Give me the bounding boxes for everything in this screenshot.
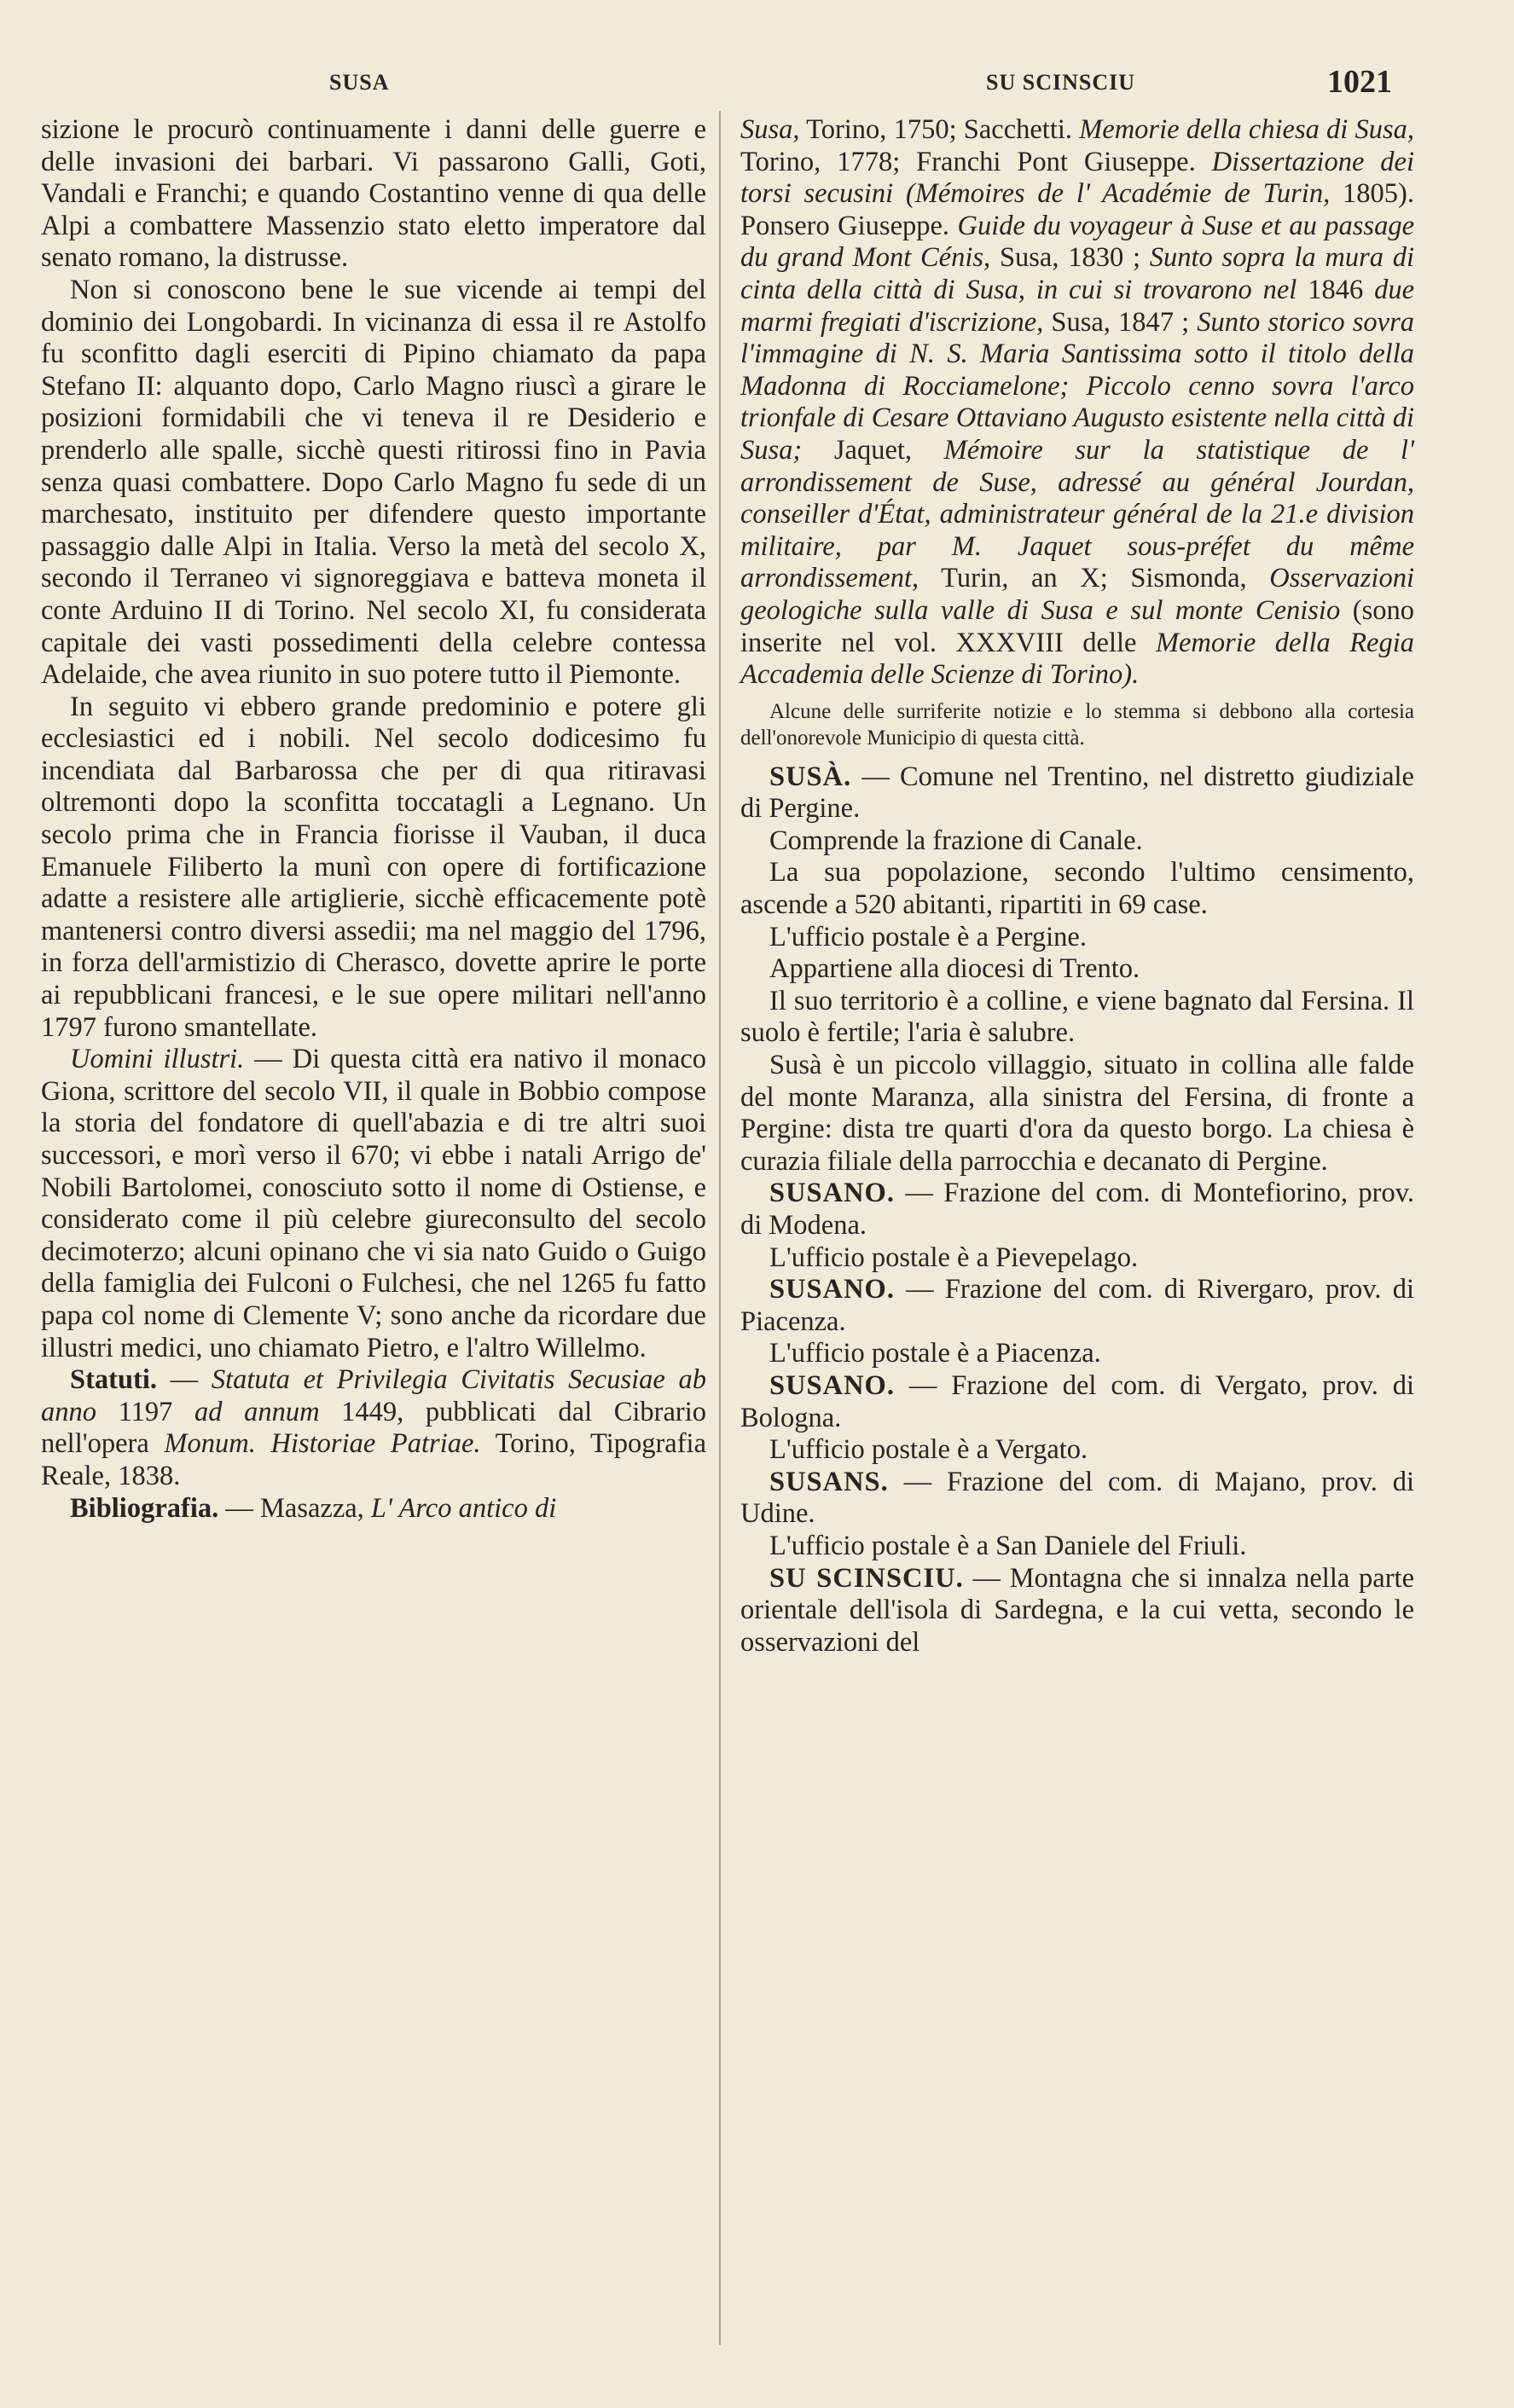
work-title: Mémoire sur la statistique de l' arrondissement de Suse, adressé au général Jourdan, conseiller d'État, administrateur général de la 21.e division militaire, par M. Jaquet sous-préfet du même arrondissement, <box>740 434 1415 594</box>
paragraph-statuti <box>41 1364 706 1492</box>
entry-text: — Montagna che si innalza nella parte orientale dell'isola di Sardegna, e la cui vetta, secondo le osservazioni del <box>740 1562 1414 1658</box>
bibliography-continued <box>740 114 1414 692</box>
work-title: due marmi fregiati d'iscrizione, <box>740 274 1414 338</box>
dash: — <box>170 1364 199 1396</box>
entry-headword: SUSÀ. <box>769 761 852 792</box>
paragraph: Il suo territorio è a colline, e viene bagnato dal Fersina. Il suolo è fertile; l'aria è salubre. <box>740 985 1414 1049</box>
entry-susano <box>740 1274 1414 1338</box>
place-name: Susa, <box>740 114 800 145</box>
citation-text: 1805). Ponsero Giuseppe. <box>740 178 1414 241</box>
work-title: Statuta et Privilegia Civitatis Secusiae ab anno <box>41 1364 706 1427</box>
year: 1846 <box>1308 274 1364 305</box>
work-title: L' Arco antico di <box>370 1492 557 1524</box>
entry-su-scinsciu <box>740 1563 1414 1659</box>
paragraph: Appartiene alla diocesi di Trento. <box>769 953 1140 985</box>
page-header <box>39 60 1392 111</box>
paragraph: L'ufficio postale è a San Daniele del Friuli. <box>769 1530 1247 1561</box>
paragraph: Non si conoscono bene le sue vicende ai tempi del dominio dei Longobardi. In vicinanza di essa il re Astolfo fu sconfitto dagli eserciti di Pipino chiamato da papa Stefano II: alquanto dopo, Carlo Magno riuscì a girare le posizioni formidabili che vi teneva il re Desiderio e prenderlo alle spalle, sicchè questi ritirossi fino in Pavia senza quasi combattere. Dopo Carlo Magno fu sede di un marchesato, instituito per difendere questo importante passaggio dalle Alpi in Italia. Verso la metà del secolo X, secondo il Terraneo vi signoreggiava e batteva moneta il conte Arduino II di Torino. Nel secolo XI, fu considerata capitale dei vasti possedimenti della celebre contessa Adelaide, che avea riunito in suo potere tutto il Piemonte. <box>41 274 706 691</box>
work-title: Memorie della Regia Accademia delle Scienze di Torino). <box>740 627 1415 691</box>
entry-susa <box>740 761 1414 825</box>
citation-text: Turin, an X; Sismonda, <box>941 563 1247 594</box>
paragraph: Comprende la frazione di Canale. <box>769 825 1143 856</box>
section-text: — Di questa città era nativo il monaco Giona, scrittore del secolo VII, il quale in Bobbio compose la storia del fondatore di quell'abazia e di tre altri suoi successori, e morì verso il 670; vi ebbe i natali Arrigo de' Nobili Bartolomei, conosciuto sotto il nome di Ostiense, e considerato come il più celebre giureconsulto del secolo decimoterzo; alcuni opinano che vi sia nato Guido o Guigo della famiglia dei Fulconi o Fulchesi, che nel 1265 fu fatto papa col nome di Clemente V; sono anche da ricordare due illustri medici, uno chiamato Pietro, e l'altro Willelmo. <box>41 1044 706 1363</box>
entry-susano <box>740 1370 1414 1434</box>
entry-text: — Frazione del com. di Montefiorino, prov. di Modena. <box>740 1178 1414 1241</box>
entry-text: — Frazione del com. di Vergato, prov. di Bologna. <box>740 1369 1414 1433</box>
work-title: Guide du voyageur à Suse et au passage du grand Mont Cénis, <box>740 210 1414 274</box>
entry-text: — Comune nel Trentino, nel distretto giudiziale di Pergine. <box>740 761 1414 825</box>
work-title: Sunto storico sovra l'immagine di N. S. Maria Santissima sotto il titolo della Madonna di Rocciamelone; Piccolo cenno sovra l'arco trionfale di Cesare Ottaviano Augusto esistente nella città di Susa; <box>740 306 1415 466</box>
entry-headword: SUSANO. <box>769 1369 895 1401</box>
entry-susano <box>740 1178 1414 1242</box>
entry-headword: SUSANO. <box>769 1178 895 1209</box>
section-label: Statuti. <box>70 1364 158 1396</box>
citation-text: (sono inserite nel vol. XXXVIII delle <box>740 594 1414 658</box>
work-title: Sunto sopra la mura di cinta della città di Susa, in cui si trovarono nel <box>740 242 1415 305</box>
entry-headword: SUSANO. <box>769 1274 895 1305</box>
footnote: Alcune delle surriferite notizie e lo stemma si debbono alla cortesia dell'onorevole Municipio di questa città. <box>740 699 1414 750</box>
paragraph: La sua popolazione, secondo l'ultimo censimento, ascende a 520 abitanti, ripartiti in 69 case. <box>740 857 1414 921</box>
section-text: Torino, Tipografia Reale, 1838. <box>41 1428 706 1491</box>
work-title: Dissertazione dei torsi secusini (Mémoires de l' Académie de Turin, <box>740 146 1414 210</box>
paragraph: L'ufficio postale è a Vergato. <box>769 1434 1088 1466</box>
paragraph: L'ufficio postale è a Piacenza. <box>769 1338 1101 1369</box>
paragraph: In seguito vi ebbero grande predominio e potere gli ecclesiastici ed i nobili. Nel secolo dodicesimo fu incendiata dal Barbarossa che per di qua ritiravasi oltremonti dopo la sconfitta toccatagli a Legnano. Un secolo prima che in Francia fiorisse il Vauban, il duca Emanuele Filiberto la munì con opere di fortificazione adatte a resistere alle artiglierie, sicchè efficacemente potè mantenersi contro diversi assedii; ma nel maggio del 1796, in forza dell'armistizio di Cherasco, dovette aprire le porte ai repubblicani francesi, e le sue opere militari nell'anno 1797 furono smantellate. <box>41 691 706 1043</box>
entry-text: — Frazione del com. di Rivergaro, prov. di Piacenza. <box>740 1274 1415 1337</box>
entry-susans <box>740 1467 1414 1531</box>
work-title: Monum. Historiae Patriae. <box>164 1428 481 1460</box>
citation-text: Torino, 1778; Franchi Pont Giuseppe. <box>740 146 1196 177</box>
section-text: — Masazza, <box>225 1492 364 1524</box>
paragraph-bibliografia <box>41 1493 706 1525</box>
column-divider <box>719 111 721 2345</box>
citation-text: Torino, 1750; Sacchetti. <box>806 114 1073 145</box>
citation-text: Jaquet, <box>833 434 913 466</box>
paragraph: Susà è un piccolo villaggio, situato in collina alle falde del monte Maranza, alla sinistra del Fersina, di fronte a Pergine: dista tre quarti d'ora da questo borgo. La chiesa è curazia filiale della parrocchia e decanato di Pergine. <box>740 1050 1414 1177</box>
year: 1197 <box>118 1396 173 1427</box>
section-text: 1449, pubblicati dal Cibrario nell'opera <box>41 1396 707 1460</box>
left-column <box>41 114 706 1525</box>
citation-text: Susa, 1847 ; <box>1051 306 1190 338</box>
paragraph: L'ufficio postale è a Pergine. <box>769 921 1087 952</box>
running-head-right: SU SCINSCIU <box>986 70 1135 95</box>
work-title: Osservazioni geologiche sulla valle di Susa e sul monte Cenisio <box>740 563 1414 626</box>
work-title: Memorie della chiesa di Susa, <box>1079 114 1414 145</box>
entry-text: — Frazione del com. di Majano, prov. di Udine. <box>740 1466 1414 1530</box>
paragraph: sizione le procurò continuamente i danni delle guerre e delle invasioni dei barbari. Vi passarono Galli, Goti, Vandali e Franchi; e quando Costantino venne di qua delle Alpi a combattere Massenzio stato eletto imperatore dal senato romano, la distrusse. <box>41 114 706 274</box>
citation-text: Susa, 1830 ; <box>999 242 1140 274</box>
running-head-left: SUSA <box>329 70 390 95</box>
entry-headword: SUSANS. <box>769 1466 889 1497</box>
entry-headword: SU SCINSCIU. <box>769 1562 964 1594</box>
latin-phrase: ad annum <box>194 1396 320 1427</box>
section-label: Uomini illustri. <box>70 1044 245 1075</box>
section-label: Bibliografia. <box>70 1492 219 1524</box>
page-number: 1021 <box>1327 64 1392 100</box>
right-column <box>740 114 1414 1658</box>
paragraph-uomini-illustri <box>41 1044 706 1364</box>
paragraph: L'ufficio postale è a Pievepelago. <box>769 1242 1139 1273</box>
